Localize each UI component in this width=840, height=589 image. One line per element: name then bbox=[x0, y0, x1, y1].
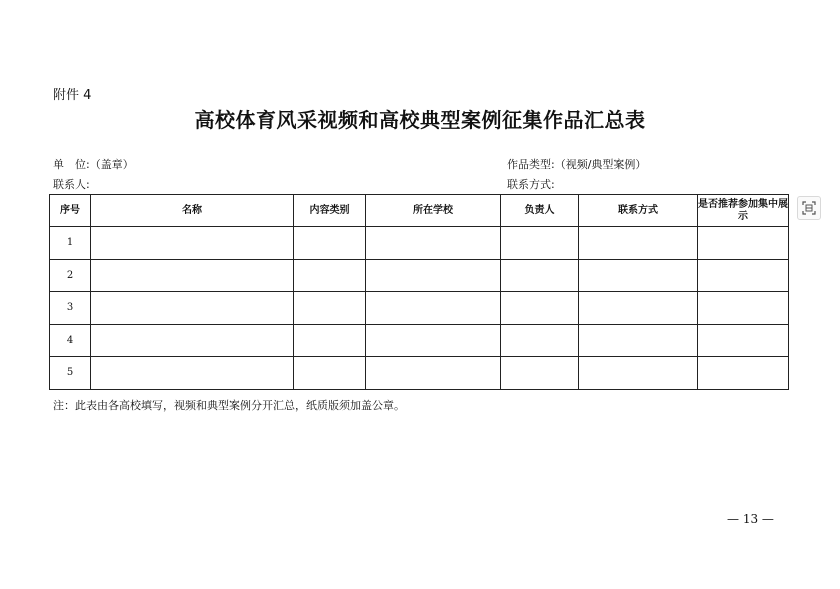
cell-recommend-showcase bbox=[698, 324, 789, 357]
table-row bbox=[50, 324, 789, 357]
cell-content-category bbox=[294, 324, 366, 357]
table-row bbox=[50, 259, 789, 292]
cell-name bbox=[91, 292, 294, 325]
cell-school bbox=[366, 324, 501, 357]
row-index: 4 bbox=[50, 324, 91, 357]
header-recommend-showcase: 是否推荐参加集中展示 bbox=[698, 195, 789, 227]
header-school: 所在学校 bbox=[366, 195, 501, 227]
contact-method-label: 联系方式: bbox=[507, 178, 555, 191]
scan-icon-glyph bbox=[802, 201, 816, 215]
work-type-label: 作品类型:（视频/典型案例） bbox=[507, 158, 647, 171]
row-index: 5 bbox=[50, 357, 91, 390]
cell-contact-method bbox=[579, 259, 698, 292]
header-contact-method: 联系方式 bbox=[579, 195, 698, 227]
cell-name bbox=[91, 227, 294, 260]
cell-recommend-showcase bbox=[698, 227, 789, 260]
scan-icon[interactable] bbox=[797, 196, 821, 220]
cell-name bbox=[91, 324, 294, 357]
header-responsible-person: 负责人 bbox=[501, 195, 579, 227]
cell-content-category bbox=[294, 259, 366, 292]
cell-responsible-person bbox=[501, 324, 579, 357]
header-content-category: 内容类别 bbox=[294, 195, 366, 227]
row-index: 1 bbox=[50, 227, 91, 260]
table-header-row bbox=[50, 195, 789, 227]
cell-name bbox=[91, 357, 294, 390]
row-index: 3 bbox=[50, 292, 91, 325]
table-row bbox=[50, 227, 789, 260]
cell-content-category bbox=[294, 227, 366, 260]
attachment-label: 附件 4 bbox=[53, 88, 92, 103]
cell-content-category bbox=[294, 357, 366, 390]
table-row bbox=[50, 292, 789, 325]
cell-school bbox=[366, 227, 501, 260]
unit-label: 单 位:（盖章） bbox=[53, 158, 134, 171]
cell-contact-method bbox=[579, 227, 698, 260]
cell-recommend-showcase bbox=[698, 259, 789, 292]
page-number: — 13 — bbox=[727, 512, 774, 526]
cell-school bbox=[366, 292, 501, 325]
header-name: 名称 bbox=[91, 195, 294, 227]
cell-responsible-person bbox=[501, 259, 579, 292]
cell-school bbox=[366, 357, 501, 390]
contact-person-label: 联系人: bbox=[53, 178, 90, 191]
cell-contact-method bbox=[579, 357, 698, 390]
cell-contact-method bbox=[579, 292, 698, 325]
cell-contact-method bbox=[579, 324, 698, 357]
cell-name bbox=[91, 259, 294, 292]
row-index: 2 bbox=[50, 259, 91, 292]
cell-content-category bbox=[294, 292, 366, 325]
cell-responsible-person bbox=[501, 227, 579, 260]
summary-table bbox=[49, 194, 789, 390]
cell-responsible-person bbox=[501, 292, 579, 325]
cell-responsible-person bbox=[501, 357, 579, 390]
header-index: 序号 bbox=[50, 195, 91, 227]
document-title: 高校体育风采视频和高校典型案例征集作品汇总表 bbox=[194, 108, 646, 132]
cell-recommend-showcase bbox=[698, 292, 789, 325]
table-note: 注：此表由各高校填写，视频和典型案例分开汇总，纸质版须加盖公章。 bbox=[53, 399, 405, 412]
cell-recommend-showcase bbox=[698, 357, 789, 390]
cell-school bbox=[366, 259, 501, 292]
table-row bbox=[50, 357, 789, 390]
